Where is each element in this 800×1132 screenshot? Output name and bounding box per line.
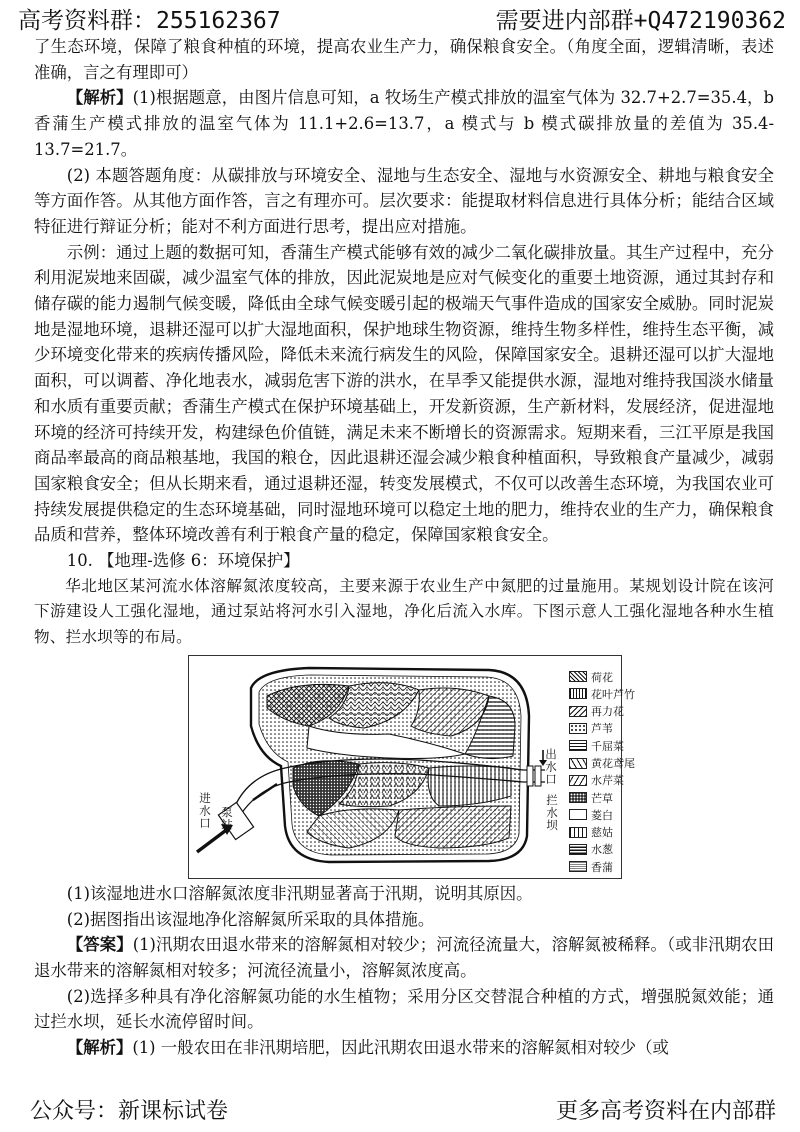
analysis-text-1: (1)根据题意，由图片信息可知，a 牧场生产模式排放的温室气体为 32.7+2.7=35.4，b 香蒲生产模式排放的温室气体为 11.1+2.6=13.7，a 模式与 b 模式碳排放量的差值为 35.4-13.7=21.7。	[34, 88, 774, 159]
swatch-icon	[569, 706, 587, 717]
footer-right-text: 更多高考资料在内部群	[555, 1099, 776, 1124]
legend-label: 水葱	[591, 843, 613, 857]
legend-item	[569, 789, 623, 806]
answer-2: (2)选择多种具有净化溶解氮功能的水生植物；采用分区交替混合种植的方式，增强脱氮效能；通过拦水坝，延长水流停留时间。	[34, 986, 774, 1032]
legend-label: 菱白	[591, 808, 613, 822]
legend-label: 慈姑	[591, 826, 613, 840]
swatch-icon	[569, 723, 587, 734]
paragraph-2	[34, 85, 774, 162]
legend-item	[569, 754, 635, 771]
legend-label: 千屈菜	[591, 739, 624, 753]
swatch-icon	[569, 861, 587, 872]
swatch-icon	[569, 792, 587, 803]
inlet-label: 进水口	[198, 791, 212, 830]
page-footer	[0, 1094, 800, 1128]
legend-item	[569, 668, 623, 685]
legend-item	[569, 772, 623, 789]
header-right-text: 需要进内部群+Q472190362	[495, 8, 786, 34]
legend-label: 芒草	[591, 791, 613, 805]
figure-frame	[188, 655, 635, 879]
subquestion-1: (1)该湿地进水口溶解氮浓度非汛期显著高于汛期，说明其原因。	[66, 883, 533, 903]
question-10-title: 10. 【地理-选修 6：环境保护】	[66, 551, 300, 571]
swatch-icon	[569, 740, 587, 751]
footer-left-text: 公众号：新课标试卷	[30, 1099, 229, 1124]
explanation-label: 【解析】	[66, 1038, 133, 1058]
swatch-icon	[569, 671, 587, 682]
swatch-icon	[569, 809, 587, 820]
legend-label: 黄花鸢尾	[591, 757, 635, 770]
legend-label: 水芹菜	[591, 774, 624, 788]
swatch-icon	[569, 758, 587, 769]
dam-label: 拦水坝	[545, 793, 559, 832]
analysis-label: 【解析】	[66, 88, 133, 108]
wetland-figure	[34, 655, 774, 881]
paragraph-1: 了生态环境，保障了粮食种植的环境，提高农业生产力，确保粮食安全。（角度全面，逻辑清晰，表述准确，言之有理即可）	[34, 37, 774, 82]
legend-item	[569, 858, 623, 875]
legend-label: 再力花	[591, 705, 624, 719]
pump-station-label: 泵站	[220, 805, 234, 831]
legend-item	[569, 685, 635, 702]
legend-label: 香蒲	[591, 860, 613, 874]
legend-label: 荷花	[591, 670, 613, 684]
legend-item	[569, 824, 623, 841]
document-body	[34, 34, 774, 1061]
figure-legend	[569, 668, 635, 876]
paragraph-4: 示例：通过上题的数据可知，香蒲生产模式能够有效的减少二氧化碳排放量。其生产过程中，充分利用泥炭地来固碳，减少温室气体的排放，因此泥炭地是应对气候变化的重要土地资源，通过其封存和储存碳的能力遏制气候变暖，降低由全球气候变暖引起的极端天气事件造成的国家安全威胁。同时泥炭地是湿地环境，退耕还湿可以扩大湿地面积，保护地球生物资源，维持生物多样性，维持生态平衡，减少环境变化带来的疾病传播风险，降低未来流行病发生的风险，保障国家安全。退耕还湿可以扩大湿地面积，可以调蓄、净化地表水，减弱危害下游的洪水，在旱季又能提供水源，湿地对维持我国淡水储量和水质有重要贡献；香蒲生产模式在保护环境基础上，开发新资源，生产新材料，发展经济，促进湿地环境的经济可持续开发，构建绿色价值链，满足未来不断增长的资源需求。短期来看，三江平原是我国商品率最高的商品粮基地，我国的粮仓，因此退耕还湿会减少粮食种植面积，导致粮食产量减少，减弱国家粮食安全；但从长期来看，通过退耕还湿，转变发展模式，不仅可以改善生态环境，为我国农业可持续发展提供稳定的生态环境基础，同时湿地环境可以稳定土地的肥力，维持农业的生产力，确保粮食品质和营养，整体环境改善有利于粮食产量的稳定，保障国家粮食安全。	[34, 242, 774, 545]
legend-label: 芦苇	[591, 722, 613, 736]
legend-label: 花叶芦竹	[591, 687, 635, 701]
legend-item	[569, 702, 623, 719]
header-left-text: 高考资料群：255162367	[18, 8, 281, 34]
answer-text-1: (1)汛期农田退水带来的溶解氮相对较少；河流径流量大，溶解氮被稀释。（或非汛期农田退水带来的溶解氮相对较多；河流径流量小，溶解氮浓度高。	[34, 935, 775, 980]
legend-item	[569, 720, 623, 737]
answer-1	[34, 932, 774, 983]
answer-label: 【答案】	[66, 935, 133, 955]
page-header	[0, 2, 800, 36]
explanation-text-1: (1) 一般农田在非汛期培肥，因此汛期农田退水带来的溶解氮相对较少（或	[132, 1038, 669, 1058]
outlet-label: 出水口	[544, 747, 558, 786]
subquestion-2: (2)据图指出该湿地净化溶解氮所采取的具体措施。	[66, 909, 435, 929]
explanation-1	[34, 1035, 774, 1061]
legend-item	[569, 841, 623, 858]
question-10-text: 华北地区某河流水体溶解氮浓度较高，主要来源于农业生产中氮肥的过量施用。某规划设计院在该河下游建设人工强化湿地，通过泵站将河水引入湿地，净化后流入水库。下图示意人工强化湿地各种水生植物、拦水坝等的布局。	[34, 576, 774, 647]
legend-item	[569, 737, 623, 754]
swatch-icon	[569, 688, 587, 699]
swatch-icon	[569, 827, 587, 838]
swatch-icon	[569, 775, 587, 786]
paragraph-3: (2) 本题答题角度：从碳排放与环境安全、湿地与生态安全、湿地与水资源安全、耕地与粮食安全等方面作答。从其他方面作答，言之有理亦可。层次要求：能提取材料信息进行具体分析；能结合区域特征进行辩证分析；能对不利方面进行思考，提出应对措施。	[34, 165, 774, 236]
swatch-icon	[569, 844, 587, 855]
legend-item	[569, 806, 623, 823]
